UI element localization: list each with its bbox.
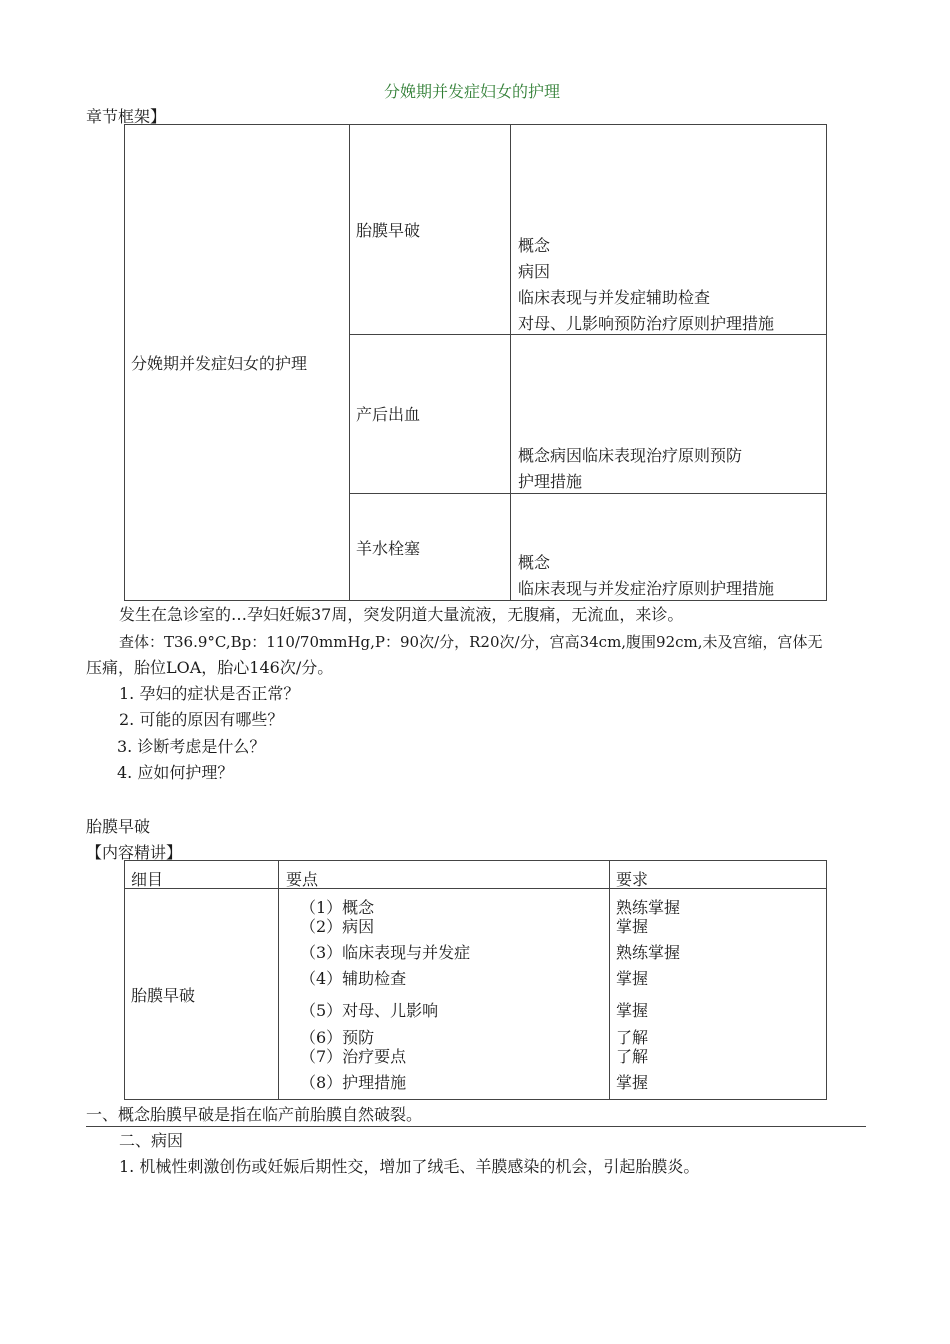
framework-row-name: 产后出血 [356, 405, 421, 424]
table-point: （4）辅助检查 [300, 969, 407, 988]
framework-point: 临床表现与并发症治疗原则护理措施 [518, 579, 775, 598]
case-description: 发生在急诊室的…孕妇妊娠37周，突发阴道大量流液，无腹痛，无流血，来诊。 [119, 605, 684, 624]
cause-heading: 二、病因 [119, 1131, 184, 1150]
framework-point: 概念 [518, 236, 551, 255]
table-req: 掌握 [616, 1001, 649, 1020]
table-point: （1）概念 [300, 898, 375, 917]
table-req: 掌握 [616, 917, 649, 936]
framework-row-name: 胎膜早破 [356, 221, 421, 240]
concept-line: 一、概念胎膜早破是指在临产前胎膜自然破裂。 [86, 1105, 423, 1124]
table-req: 掌握 [616, 1073, 649, 1092]
case-exam-cont: 压痛，胎位LOA，胎心146次/分。 [86, 658, 334, 677]
case-question: 4. 应如何护理？ [117, 763, 234, 782]
content-label: 【内容精讲】 [86, 843, 183, 862]
table-point: （2）病因 [300, 917, 375, 936]
table-point: （7）治疗要点 [300, 1047, 407, 1066]
section-heading: 胎膜早破 [86, 817, 151, 836]
table-point: （5）对母、儿影响 [300, 1001, 439, 1020]
framework-point: 护理措施 [518, 472, 583, 491]
cause-item: 1. 机械性刺激创伤或妊娠后期性交，增加了绒毛、羊膜感染的机会，引起胎膜炎。 [119, 1157, 700, 1176]
table-point: （8）护理措施 [300, 1073, 407, 1092]
case-exam: 查体：T36.9°C,Bp：110/70mmHg,P：90次/分，R20次/分，宫高34cm,腹围92cm,未及宫缩，宫体无 [119, 633, 823, 651]
framework-root: 分娩期并发症妇女的护理 [131, 354, 308, 373]
table-point: （3）临床表现与并发症 [300, 943, 471, 962]
table-req: 了解 [616, 1028, 649, 1047]
framework-point: 概念 [518, 553, 551, 572]
case-question: 1. 孕妇的症状是否正常？ [119, 684, 300, 703]
page-title: 分娩期并发症妇女的护理 [384, 82, 561, 101]
framework-row-name: 羊水栓塞 [356, 539, 421, 558]
table-topic: 胎膜早破 [131, 986, 196, 1005]
content-table-border [124, 860, 827, 1100]
framework-point: 临床表现与并发症辅助检查 [518, 288, 711, 307]
table-header: 要点 [286, 870, 319, 889]
table-req: 了解 [616, 1047, 649, 1066]
case-question: 2. 可能的原因有哪些？ [119, 710, 284, 729]
framework-point: 对母、儿影响预防治疗原则护理措施 [518, 314, 775, 333]
table-req: 熟练掌握 [616, 943, 681, 962]
section-rule [86, 1126, 866, 1127]
table-header: 要求 [616, 870, 649, 889]
case-question: 3. 诊断考虑是什么？ [117, 737, 266, 756]
table-req: 掌握 [616, 969, 649, 988]
framework-label: 章节框架】 [86, 107, 167, 126]
table-point: （6）预防 [300, 1028, 375, 1047]
table-req: 熟练掌握 [616, 898, 681, 917]
framework-point: 概念病因临床表现治疗原则预防 [518, 446, 743, 465]
framework-point: 病因 [518, 262, 551, 281]
table-header: 细目 [131, 870, 164, 889]
